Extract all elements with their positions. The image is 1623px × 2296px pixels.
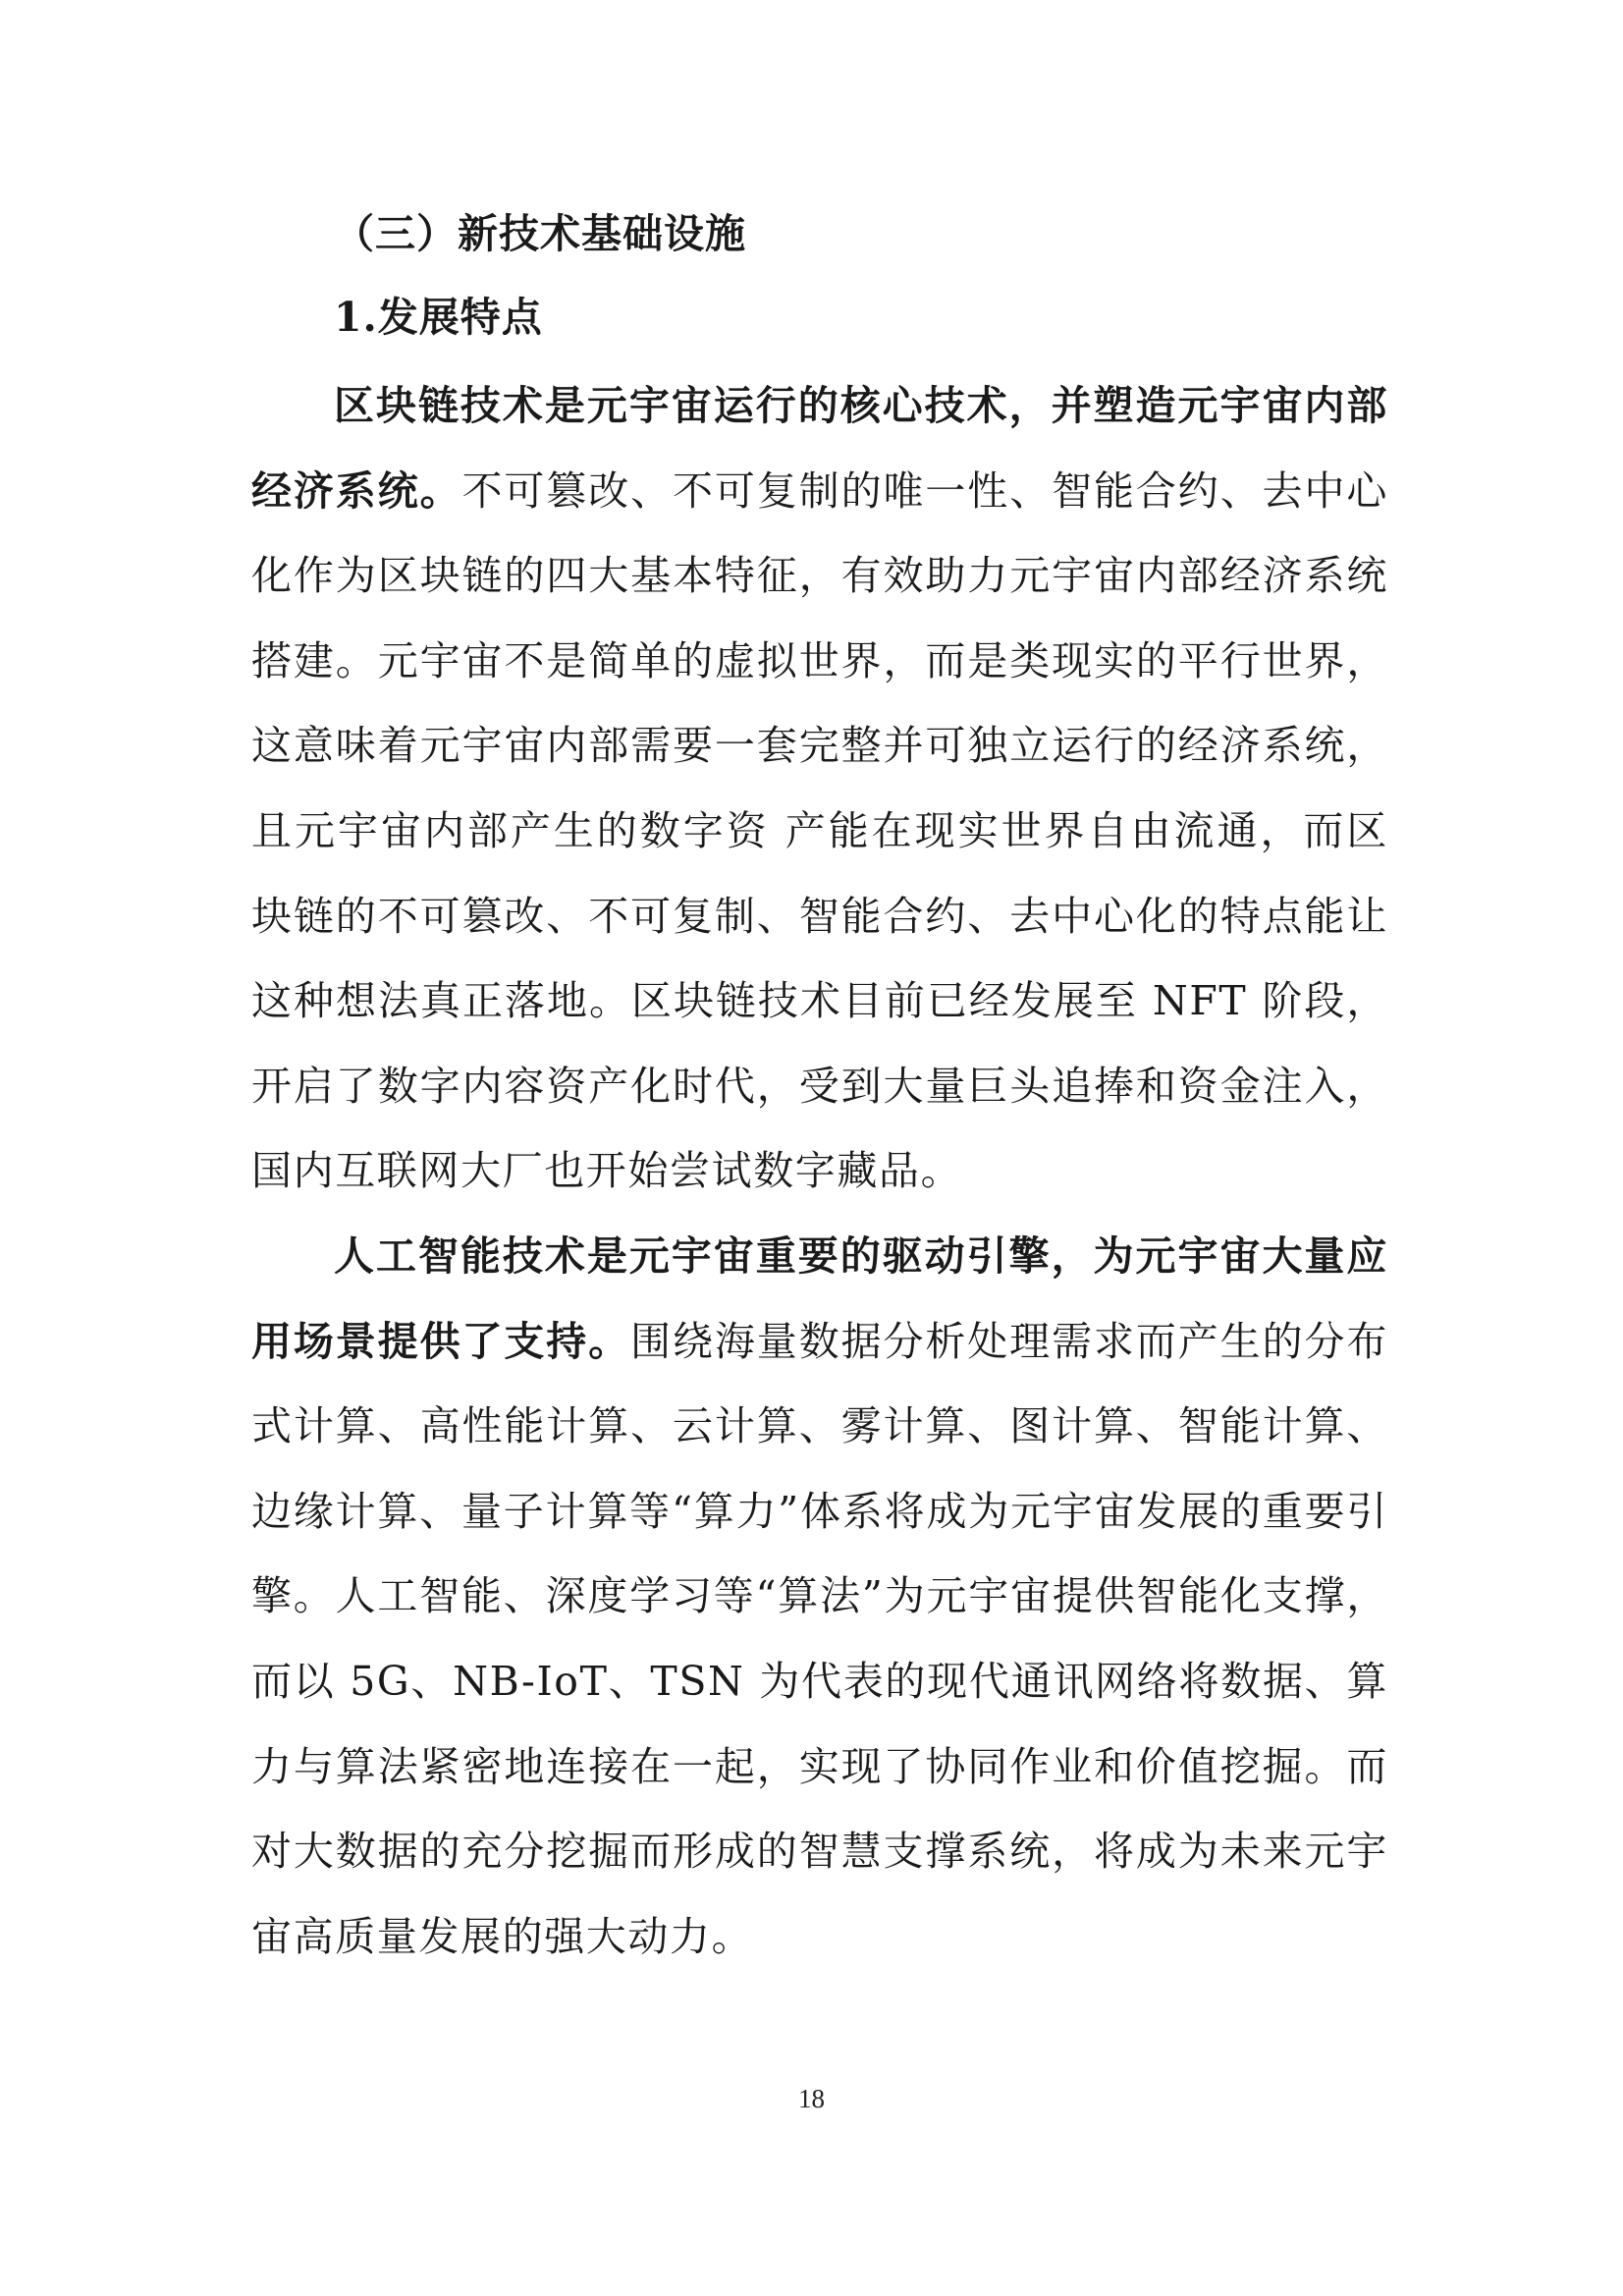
paragraph-body: 不可篡改、不可复制的唯一性、智能合约、去中心化作为区块链的四大基本特征，有效助力元宇宙内部经济系统搭建。元宇宙不是简单的虚拟世界，而是类现实的平行世界，这意味着元宇宙内部需要一套完整并可独立运行的经济系统，且元宇宙内部产生的数字资 产能在现实世界自由流通，而区块链的不可篡改、不可复制、智能合约、去中心化的特点能让这种想法真正落地。区块链技术目前已经发展至 NFT 阶段，开启了数字内容资产化时代，受到大量巨头追捧和资金注入，国内互联网大厂也开始尝试数字藏品。 xyxy=(251,466,1388,1195)
paragraph-blockchain xyxy=(251,363,1388,1214)
paragraph-lead: 人工智能技术是元宇宙重要的驱动引擎，为元宇宙大量应用场景提供了支持。 xyxy=(251,1231,1388,1365)
paragraph-body: 围绕海量数据分析处理需求而产生的分布式计算、高性能计算、云计算、雾计算、图计算、智能计算、边缘计算、量子计算等“算力”体系将成为元宇宙发展的重要引擎。人工智能、深度学习等“算法”为元宇宙提供智能化支撑，而以 5G、NB-IoT、TSN 为代表的现代通讯网络将数据、算力与算法紧密地连接在一起，实现了协同作业和价值挖掘。而对大数据的充分挖掘而形成的智慧支撑系统，将成为未来元宇宙高质量发展的强大动力。 xyxy=(251,1317,1388,1960)
section-heading: （三）新技术基础设施 xyxy=(334,210,746,257)
paragraph-lead: 区块链技术是元宇宙运行的核心技术，并塑造元宇宙内部经济系统。 xyxy=(251,382,1388,515)
page-number: 18 xyxy=(798,2084,825,2113)
body-text xyxy=(251,363,1388,1979)
paragraph-ai xyxy=(251,1214,1388,1979)
subsection-heading: 1.发展特点 xyxy=(334,294,543,341)
